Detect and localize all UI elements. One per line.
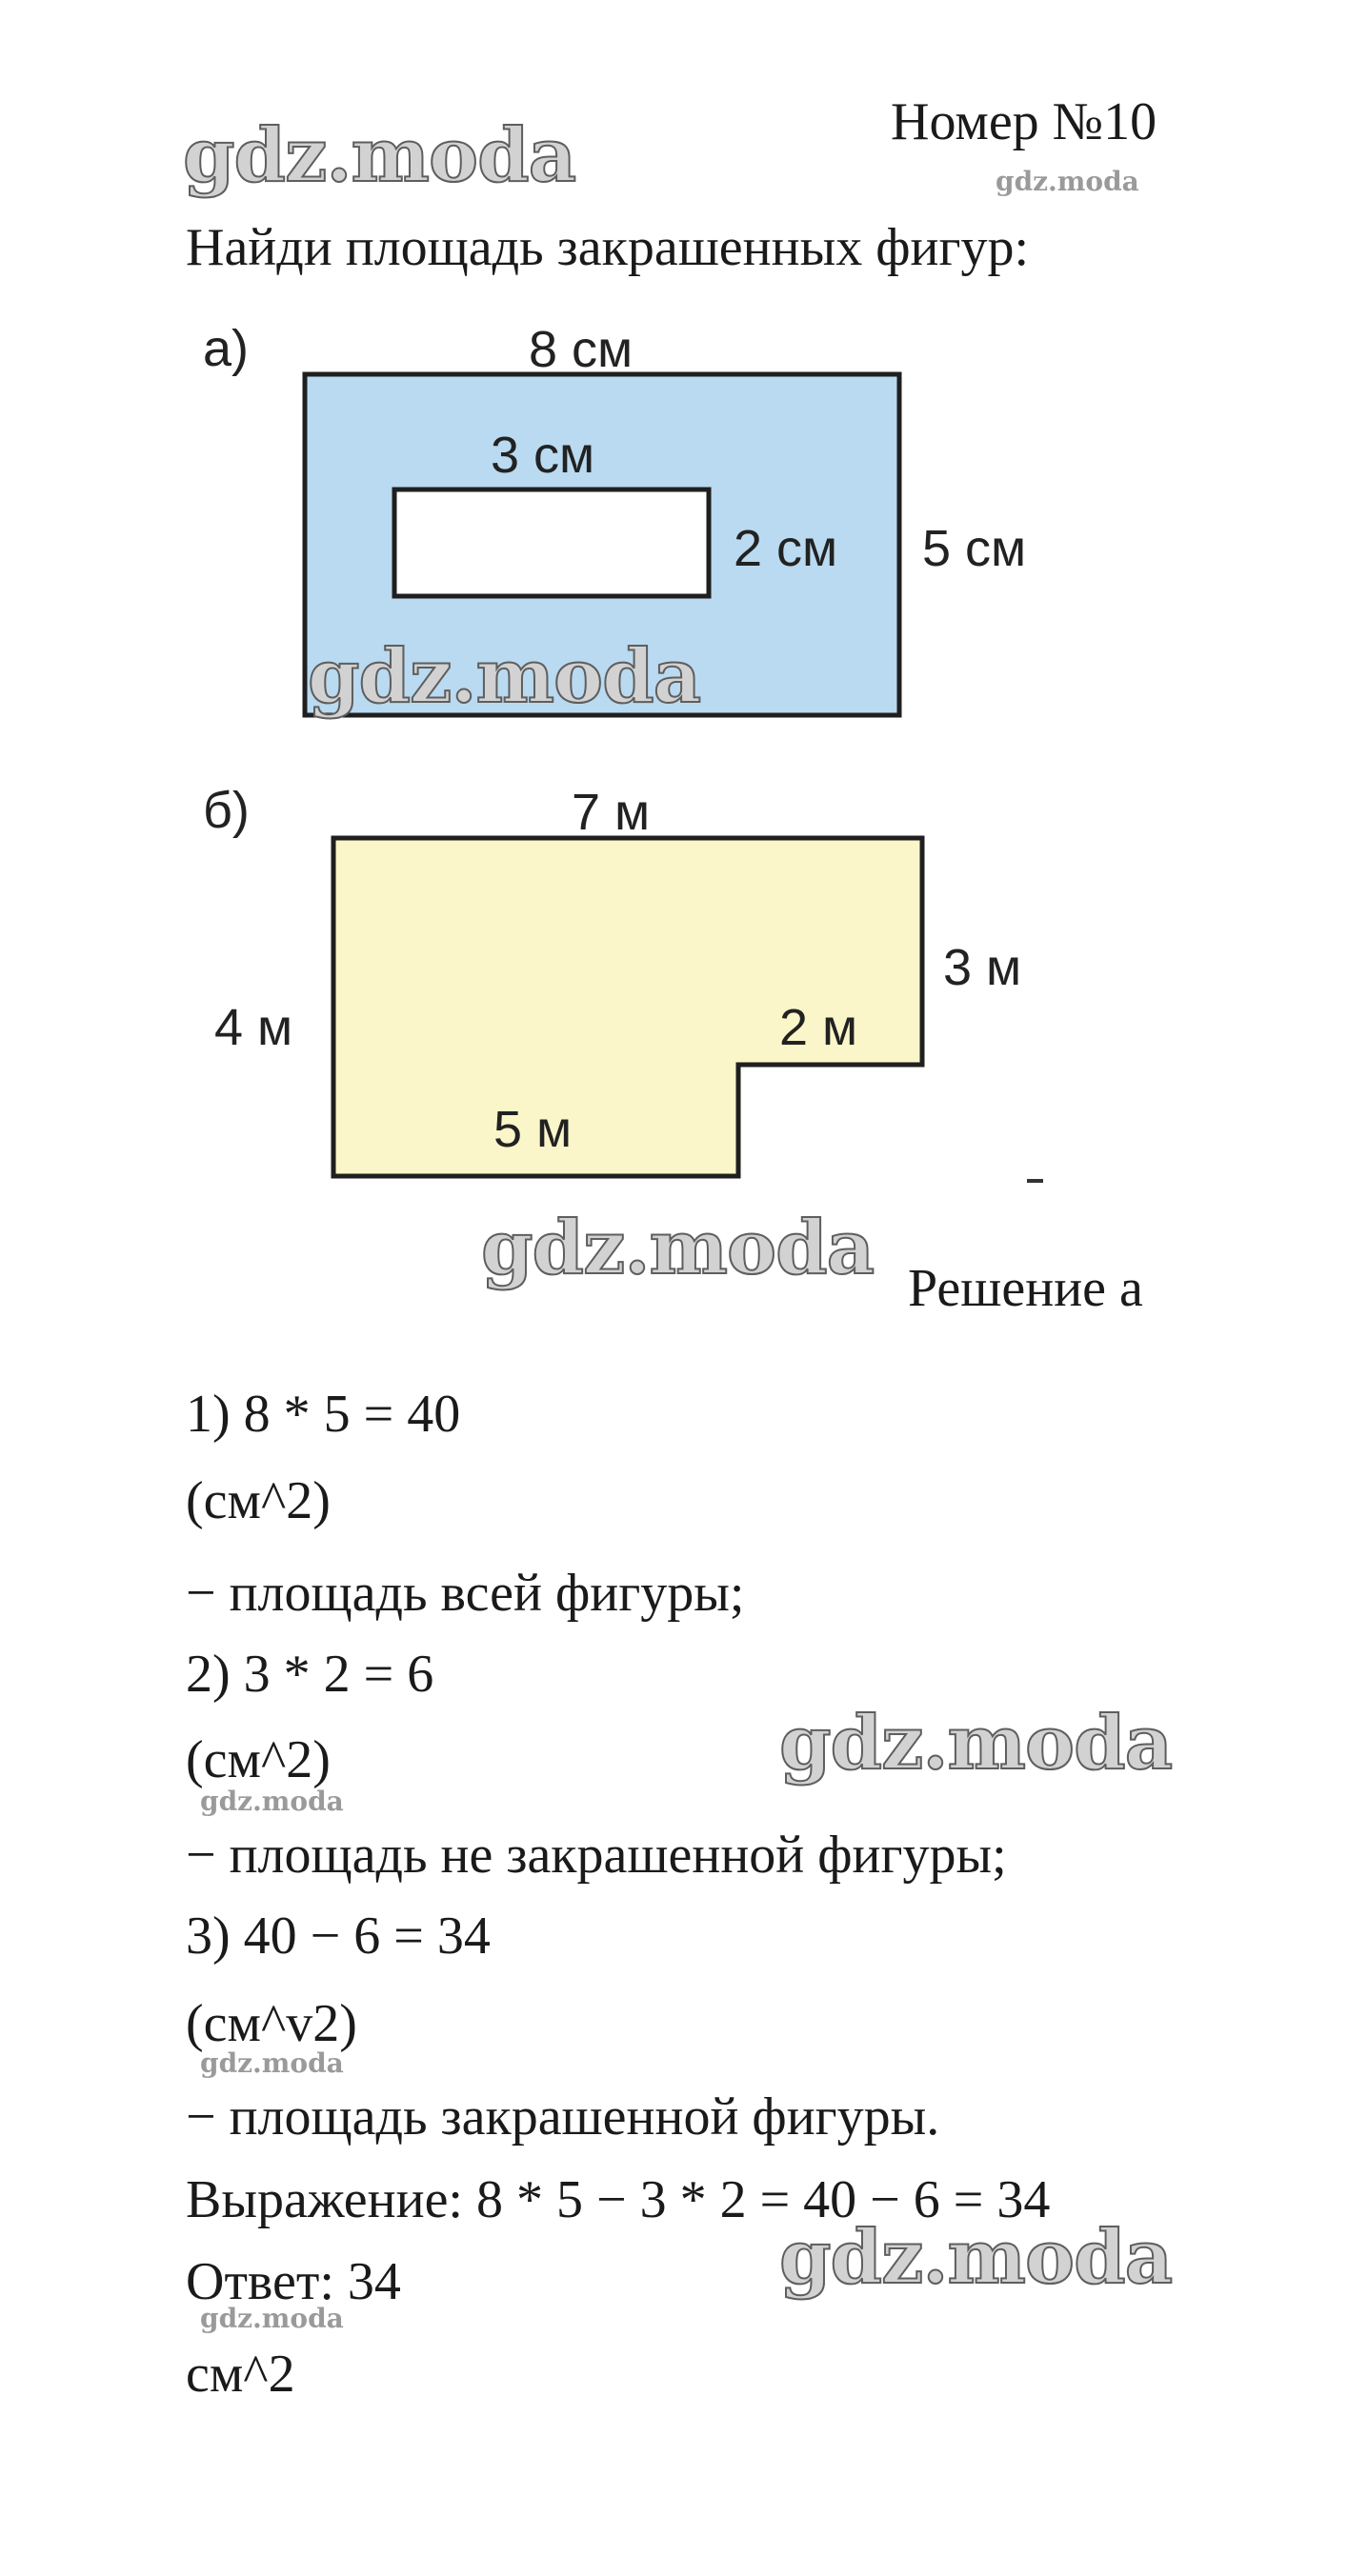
solution-expression: Выражение: 8 * 5 − 3 * 2 = 40 − 6 = 34 [186,2170,1051,2229]
solution-answer: Ответ: 34 [186,2252,401,2311]
watermark-small-3: gdz.moda [200,2303,344,2334]
problem-number: Номер №10 [891,92,1157,151]
figure-b-left-length: 4 м [214,999,293,1056]
solution-note-1: − площадь всей фигуры; [186,1564,745,1623]
solution-line-1: 1) 8 * 5 = 40 [186,1385,461,1444]
solution-unit-3: (см^v2) [186,1994,357,2053]
watermark-figure-a: gdz.moda [308,633,701,720]
solution-line-3: 3) 40 − 6 = 34 [186,1907,491,1966]
watermark-small-2: gdz.moda [200,2047,344,2079]
watermark-solution-1: gdz.moda [779,1700,1173,1787]
watermark-solution-2: gdz.moda [779,2214,1173,2301]
figure-a-label: а) [203,320,250,377]
watermark-figure-b: gdz.moda [481,1205,875,1291]
solution-note-2: − площадь не закрашенной фигуры; [186,1826,1007,1885]
figure-b-top-length: 7 м [572,784,651,841]
task-statement: Найди площадь закрашенных фигур: [186,218,1030,277]
watermark-top: gdz.moda [183,112,576,199]
solution-unit-1: (см^2) [186,1471,331,1530]
figure-b-label: б) [203,782,250,839]
figure-b-bottom-length: 5 м [493,1101,573,1158]
watermark-small-1: gdz.moda [200,1786,344,1817]
watermark-small-top: gdz.moda [996,166,1139,197]
solution-heading: Решение а [908,1259,1143,1318]
solution-unit-2: (см^2) [186,1730,331,1789]
solution-answer-unit: см^2 [186,2345,295,2404]
figure-a-inner-width: 3 см [491,427,595,484]
figure-a-inner-height: 2 см [734,520,838,577]
solution-note-3: − площадь закрашенной фигуры. [186,2087,940,2147]
figure-a-side-length: 5 см [922,520,1027,577]
figure-b-notch-length: 2 м [779,999,858,1056]
figure-a-top-length: 8 см [529,321,634,378]
solution-line-2: 2) 3 * 2 = 6 [186,1645,434,1704]
figure-b-right-length: 3 м [943,939,1022,996]
figure-a-inner-rect [394,489,709,596]
